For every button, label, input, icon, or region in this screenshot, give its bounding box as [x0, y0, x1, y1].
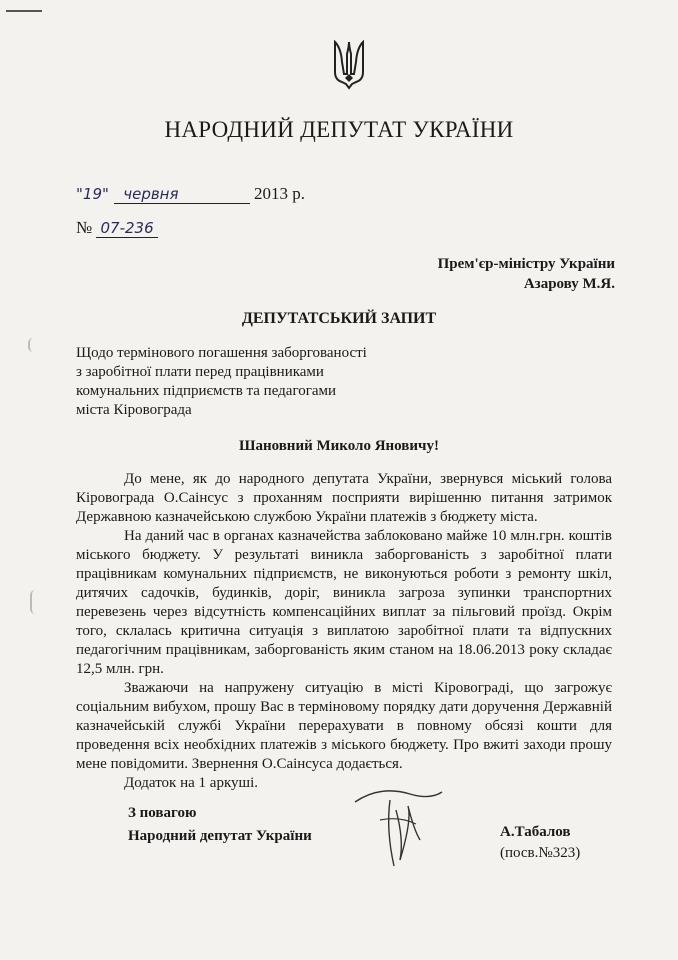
addressee-title: Прем'єр-міністру України	[437, 256, 615, 272]
closing-position: Народний депутат України	[128, 828, 312, 844]
body-paragraph: На даний час в органах казначейства заблоковано майже 10 млн.грн. коштів міського бюджету. У результаті виникла заборгованість з заробітної плати працівникам комунальних підприємств, не виконуються роботи з ремонту шкіл, дитячих садочків, будинків, доріг, виникла загроза зупинки транспортних перевезень через відсутність компенсаційних виплат за пільговий проїзд. Окрім того, склалась критична ситуація з виплатою заробітної плати та відпускних педагогічним працівникам, заборгованість яким станом на 18.06.2013 року складає 12,5 млн. грн.	[76, 528, 612, 677]
punch-hole-mark	[30, 590, 40, 614]
trident-icon	[332, 40, 366, 90]
subject-block	[76, 344, 367, 420]
date-line	[76, 184, 305, 204]
salutation: Шановний Миколо Яновичу!	[238, 438, 440, 454]
letter-body	[76, 470, 612, 793]
signer-name: А.Табалов	[500, 824, 571, 840]
subject-line: Щодо термінового погашення заборгованості	[76, 345, 367, 361]
page-title: НАРОДНИЙ ДЕПУТАТ УКРАЇНИ	[164, 117, 514, 142]
date-year: 2013 р.	[253, 184, 305, 203]
subject-line: з заробітної плати перед працівниками	[76, 364, 324, 380]
subject-line: міста Кіровограда	[76, 402, 192, 418]
handwritten-signature	[350, 780, 450, 870]
outgoing-number	[76, 218, 158, 238]
date-day: "19"	[76, 185, 109, 203]
closing-regards: З повагою	[128, 805, 197, 821]
body-paragraph: Зважаючи на напружену ситуацію в місті Кіровограді, що загрожує соціальним вибухом, прошу Вас в терміновому порядку дати доручення Державній казначейській службі України перерахувати в повному обсязі кошти для проведення всіх необхідних платежів з міського бюджету. Про вжиті заходи прошу мене повідомити. Звернення О.Саінсуса додається.	[76, 680, 612, 772]
document-type: ДЕПУТАТСЬКИЙ ЗАПИТ	[241, 310, 437, 327]
number-value: 07-236	[96, 219, 157, 238]
scan-mark	[6, 10, 42, 12]
date-month: червня	[114, 185, 250, 204]
signer-block	[500, 822, 580, 864]
addressee-name: Азарову М.Я.	[523, 276, 615, 292]
punch-hole-mark	[28, 338, 38, 352]
body-paragraph: До мене, як до народного депутата України, звернувся міський голова Кіровограда О.Саінсус з проханням посприяти вирішенню питання затримок Державною казначейською службою України платежів з бюджету міста.	[76, 471, 612, 525]
body-paragraph: Додаток на 1 аркуші.	[124, 775, 258, 791]
addressee-block	[438, 254, 615, 294]
signer-id: (посв.№323)	[500, 845, 581, 861]
number-prefix: №	[76, 218, 93, 237]
closing-block	[128, 802, 312, 848]
subject-line: комунальних підприємств та педагогами	[76, 383, 337, 399]
